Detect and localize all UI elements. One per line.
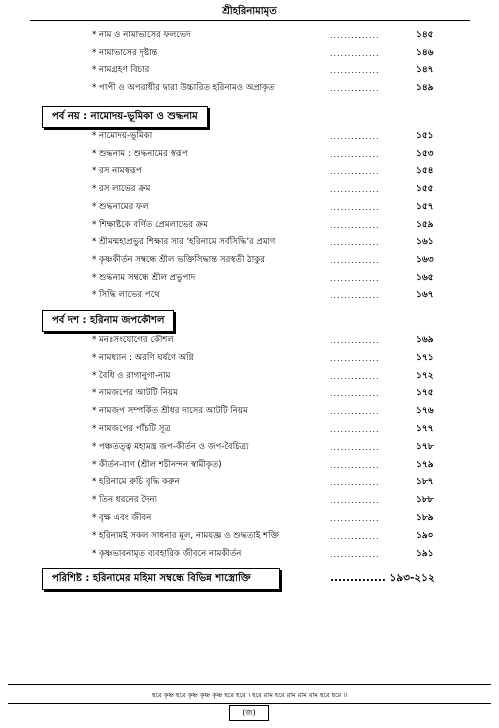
toc-leader-dots: ..............	[330, 185, 380, 195]
part-heading: পর্ব দশ : হরিনাম জপকৌশল	[42, 310, 174, 332]
toc-entry-title: * কৃষ্ণকীর্তন সম্বন্ধে শ্রীল ভক্তিসিদ্ধান্ত সরস্বতী ঠাকুর	[92, 252, 328, 269]
toc-entry-title: * কৃষ্ণভাবনামৃত ব্যবহারিক জীবনে নামকীর্তন	[92, 546, 328, 563]
toc-entry-title: * রস নামস্বরূপ	[92, 163, 328, 180]
toc-leader-dots: ..............	[330, 167, 380, 177]
toc-leader-dots: ..............	[330, 407, 380, 417]
toc-entry	[0, 368, 499, 385]
toc-entry	[0, 199, 499, 216]
toc-entry-page: ১৭৭	[416, 424, 434, 434]
toc-leader-dots: ..............	[330, 202, 380, 212]
toc-entry-page: ১৬৫	[416, 272, 434, 283]
toc-entry-page: ১৮৮	[416, 495, 434, 506]
toc-entry-title: * শুদ্ধনাম সম্বন্ধে শ্রীল প্রভুপাদ	[92, 270, 328, 287]
toc-leader-dots: ..............	[330, 31, 380, 40]
toc-entry	[0, 234, 499, 251]
toc-leader-dots: ..............	[330, 371, 380, 381]
toc-entry-title: * রস লাভের ক্রম	[92, 181, 328, 198]
toc-entry-page: ১৯১	[416, 548, 434, 559]
toc-entry-title: * নামধ্যান : অরণি ঘর্ষণে অগ্নি	[92, 350, 328, 367]
toc-entry-page: ১৫১	[416, 131, 434, 141]
toc-entry-page: ১৮৭	[416, 477, 434, 488]
toc-entry	[0, 403, 499, 420]
toc-leader-dots: ..............	[330, 478, 380, 488]
appendix-heading: পরিশিষ্ট : হরিনামের মহিমা সম্বন্ধে বিভিন্ন শাস্ত্রোক্তি	[42, 568, 280, 590]
toc-leader-dots: ..............	[330, 83, 380, 93]
toc-entry	[0, 385, 499, 402]
toc-entry-page: ১৭৬	[416, 406, 434, 417]
toc-entry	[0, 45, 499, 62]
toc-entry	[0, 128, 499, 145]
toc-entry-page: ১৮৯	[416, 513, 434, 523]
toc-entry-title: * নামগ্রহণ বিচার	[92, 62, 328, 79]
toc-entry-page: ১৪৯	[416, 82, 434, 93]
toc-entry-title: * নামোদয়-ভূমিকা	[92, 128, 328, 145]
toc-entry-page: ১৭১	[416, 352, 434, 363]
toc-entry-title: * নাম ও নামাভাসের ফলভেদ	[92, 27, 328, 44]
toc-entry	[0, 332, 499, 349]
toc-entry	[0, 492, 499, 509]
toc-entry-title: * কীর্তন-বাণ (শ্রীল শচীনন্দন স্বামীকৃত)	[92, 457, 328, 474]
toc-entry	[0, 421, 499, 438]
toc-entry-page: ১৬৭	[416, 290, 434, 301]
toc-entry-page: ১৫৩	[416, 148, 434, 159]
toc-entry-title: * হরিনামই সকল সাধনার মূল, নামযজ্ঞ ও শুদ্ধতাই শক্তি	[92, 528, 328, 545]
toc-leader-dots: ..............	[330, 496, 380, 506]
toc-leader-dots: ..............	[330, 531, 380, 541]
toc-entry-page: ১৭২	[416, 370, 434, 381]
toc-entry-page: ১৯০	[416, 530, 434, 541]
toc-entry	[0, 27, 499, 44]
toc-entry-page: ১৭৯	[416, 459, 434, 470]
toc-entry-title: * সিদ্ধি লাভের পথে	[92, 287, 328, 304]
toc-leader-dots: ..............	[330, 460, 380, 470]
toc-entry-title: * পঞ্চতত্ত্ব মহামন্ত্র জপ-কীর্তন ও জপ-বৈচিত্র্য	[92, 439, 328, 456]
toc-entry	[0, 287, 499, 304]
toc-entry	[0, 62, 499, 79]
toc-entry	[0, 252, 499, 269]
toc-entry-page: ১৭৮	[416, 441, 434, 452]
toc-leader-dots: ..............	[330, 291, 380, 301]
toc-entry-page: ১৪৭	[416, 65, 434, 75]
page-header-title: শ্রীহরিনামামৃত	[222, 6, 277, 17]
appendix-dots: ..............	[330, 572, 386, 584]
toc-entry-page: ১৫৪	[416, 166, 434, 177]
toc-leader-dots: ..............	[330, 514, 380, 523]
toc-entry	[0, 163, 499, 180]
header-rule	[30, 20, 470, 21]
toc-entry	[0, 546, 499, 563]
toc-entry	[0, 80, 499, 97]
toc-leader-dots: ..............	[330, 238, 380, 248]
toc-entry-title: * শ্রীমন্মহাপ্রভুর শিক্ষার সার 'হরিনামে সর্বসিদ্ধি'র প্রমাণ	[92, 234, 328, 251]
toc-entry-title: * তিন ধরনের দৈন্য	[92, 492, 328, 509]
toc-leader-dots: ..............	[330, 48, 380, 58]
toc-entry-title: * নামাভাসের দৃষ্টান্ত	[92, 45, 328, 62]
toc-entry-title: * নামজপ সম্পর্কিত শ্রীধর দাসের আটটি নিয়ম	[92, 403, 328, 420]
toc-leader-dots: ..............	[330, 425, 380, 434]
toc-entry-page: ১৬৯	[416, 335, 434, 345]
toc-entry	[0, 270, 499, 287]
toc-leader-dots: ..............	[330, 389, 380, 399]
footer-rule-top	[8, 684, 491, 685]
toc-leader-dots: ..............	[330, 220, 380, 230]
footer-rule-bottom	[8, 703, 491, 704]
toc-entry-title: * হরিনামে রুচি বৃদ্ধি করুন	[92, 474, 328, 491]
toc-entry-title: * নামজপের পাঁচটি সূত্র	[92, 421, 328, 438]
toc-leader-dots: ..............	[330, 149, 380, 159]
footer-mantra: হরে কৃষ্ণ হরে কৃষ্ণ কৃষ্ণ কৃষ্ণ হরে হরে । হরে রাম হরে রাম রাম রাম হরে হরে ॥	[152, 691, 347, 699]
appendix-pages-value: ১৯৩-২১২	[389, 572, 435, 584]
toc-entry	[0, 528, 499, 545]
toc-leader-dots: ..............	[330, 255, 380, 265]
toc-entry-title: * নামজপের আটটি নিয়ম	[92, 385, 328, 402]
toc-leader-dots: ..............	[330, 336, 380, 345]
toc-leader-dots: ..............	[330, 549, 380, 559]
toc-entry	[0, 350, 499, 367]
toc-entry	[0, 510, 499, 527]
toc-entry-page: ১৬১	[416, 237, 434, 248]
toc-entry-page: ১৪৫	[416, 30, 434, 40]
toc-entry	[0, 217, 499, 234]
toc-entry-page: ১৫৭	[416, 201, 434, 212]
toc-entry-page: ১৪৬	[416, 47, 434, 58]
toc-entry-title: * শুদ্ধনাম : শুদ্ধনামের স্বরূপ	[92, 146, 328, 163]
toc-entry	[0, 474, 499, 491]
toc-entry-page: ১৬৩	[416, 254, 434, 265]
toc-entry	[0, 457, 499, 474]
toc-entry-title: * মনঃসংযোগের কৌশল	[92, 332, 328, 349]
toc-entry-page: ১৫৯	[416, 219, 434, 230]
toc-entry-page: ১৫৫	[416, 184, 434, 195]
toc-entry-title: * শুদ্ধনামের ফল	[92, 199, 328, 216]
toc-entry	[0, 181, 499, 198]
part-heading: পর্ব নয় : নামোদয়-ভূমিকা ও শুদ্ধনাম	[42, 106, 208, 128]
toc-entry	[0, 439, 499, 456]
toc-leader-dots: ..............	[330, 132, 380, 141]
toc-leader-dots: ..............	[330, 353, 380, 363]
toc-entry-page: ১৭৫	[416, 388, 434, 399]
toc-entry-title: * পাপী ও অপরাধীর দ্বারা উচ্চারিত হরিনামও অপ্রাকৃত	[92, 80, 328, 97]
toc-entry-title: * বৈধি ও রাগানুগা-নাম	[92, 368, 328, 385]
toc-entry	[0, 146, 499, 163]
page-number: (জ)	[229, 705, 269, 721]
toc-leader-dots: ..............	[330, 442, 380, 452]
toc-entry-title: * শিক্ষাষ্টকে বর্ণিত প্রেমলাভের ক্রম	[92, 217, 328, 234]
toc-leader-dots: ..............	[330, 273, 380, 283]
toc-entry-title: * বৃক্ষ এবং জীবন	[92, 510, 328, 527]
toc-leader-dots: ..............	[330, 66, 380, 75]
appendix-page-range	[330, 568, 480, 588]
